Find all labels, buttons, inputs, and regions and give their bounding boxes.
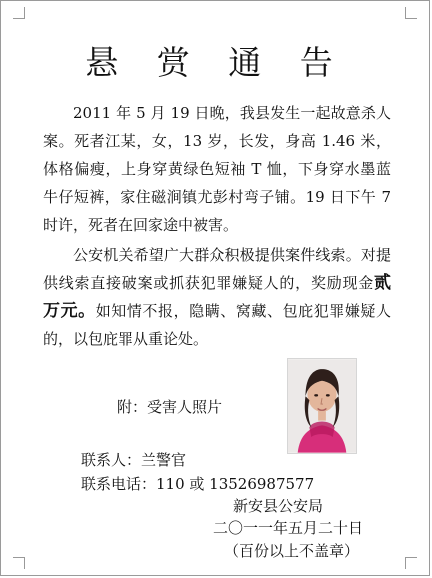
notice-body xyxy=(43,99,391,353)
attachment-label: 附：受害人照片 xyxy=(117,398,223,416)
page-title: 悬 赏 通 告 xyxy=(85,43,347,82)
crop-mark-bottom-right xyxy=(405,557,417,569)
issuing-organization: 新安县公安局 xyxy=(233,497,324,515)
contact-phone: 联系电话：110 或 13526987577 xyxy=(81,475,315,493)
case-description: 2011 年 5 月 19 日晚，我县发生一起故意杀人案。死者江某，女，13 岁，长发，身高 1.46 米，体格偏瘦，上身穿黄绿色短袖 T 恤，下身穿水墨蓝牛仔短裤，家住磁涧镇尤彭村弯子铺。19 日下午 7 时许，死者在回家途中被害。 xyxy=(43,104,391,234)
stamp-note: （百份以上不盖章） xyxy=(224,542,360,560)
victim-photo-icon xyxy=(288,359,356,453)
reward-amount: 贰万元。 xyxy=(43,273,391,321)
reward-text-after: 如知情不报，隐瞒、窝藏、包庇犯罪嫌疑人的，以包庇罪从重论处。 xyxy=(43,302,391,348)
crop-mark-bottom-left xyxy=(13,557,25,569)
contact-person: 联系人：兰警官 xyxy=(81,451,187,469)
crop-mark-top-left xyxy=(13,7,25,19)
reward-paragraph xyxy=(43,241,391,353)
issue-date: 二〇一一年五月二十日 xyxy=(213,519,364,537)
crop-mark-top-right xyxy=(405,7,417,19)
reward-text-before: 公安机关希望广大群众积极提供案件线索。对提供线索直接破案或抓获犯罪嫌疑人的，奖励现金 xyxy=(43,246,391,292)
victim-photo xyxy=(287,358,357,454)
